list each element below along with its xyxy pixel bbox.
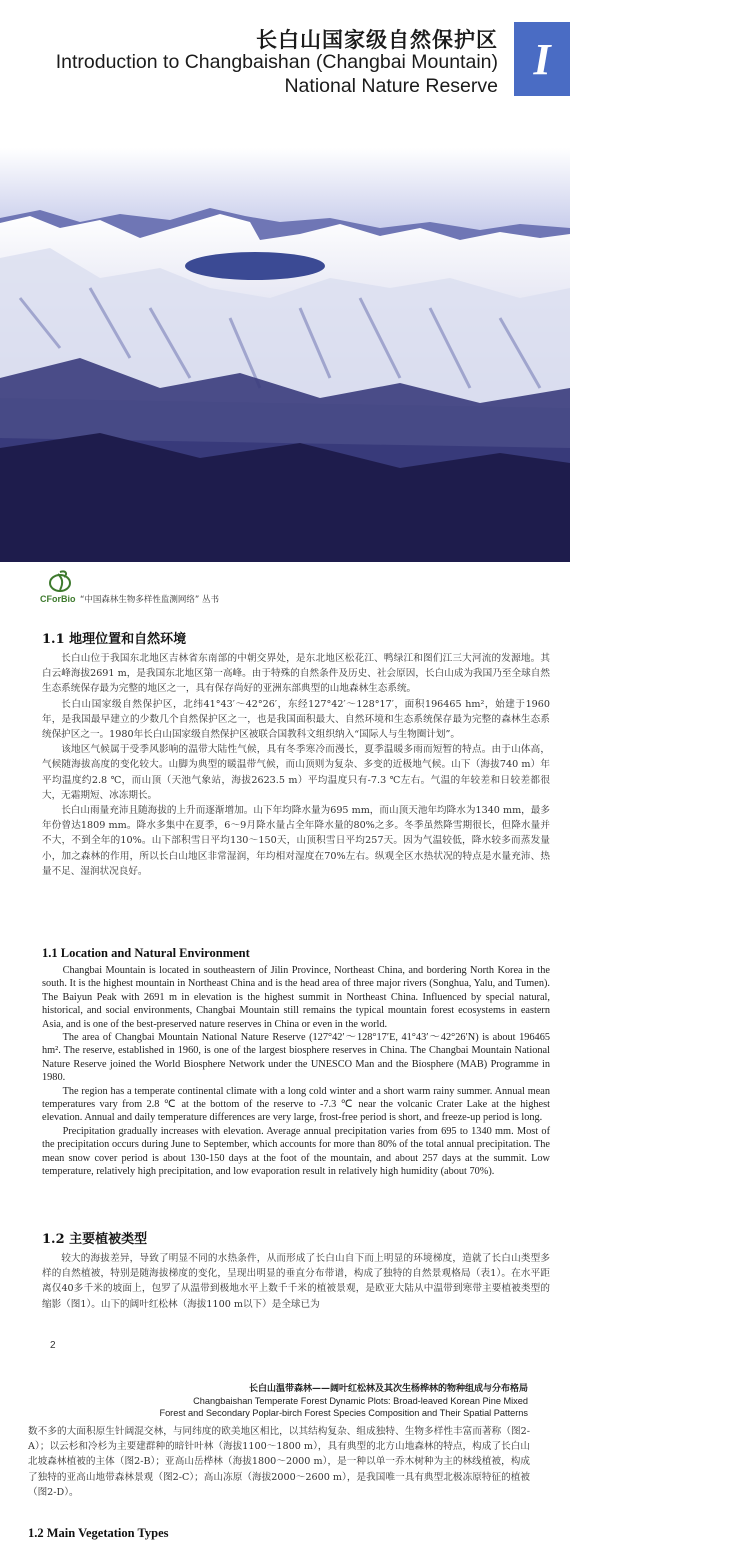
paragraph: 较大的海拔差异，导致了明显不同的水热条件，从而形成了长白山自下而上明显的环境梯度，造就了长白山类型多样的自然植被，特别是随海拔梯度的变化，呈现出明显的垂直分布带谱，构成了独特的自然景观格局（表1）。在水平距离仅40多千米的坡面上，包罗了从温带到极地水平上数千千米的植被景观，是欧亚大陆从中温带到寒带主要植被类型的缩影（图1）。山下的阔叶红松林（海拔1100 m以下）是全球已为 (42, 1253, 550, 1310)
chapter-title-cn: 长白山国家级自然保护区 (256, 28, 498, 52)
paragraph: 该地区气候属于受季风影响的温带大陆性气候，具有冬季寒冷而漫长，夏季温暖多雨而短暂的特点。由于山体高，气候随海拔高度的变化较大。山脚为典型的暖温带气候，而山顶则为复杂、多变的近极地气候。山下（海拔740 m）年平均温度约2.8 ℃，而山顶（天池气象站，海拔2623.5 m）平均温度只有-7.3 ℃左右。气温的年较差和日较差都很大，无霜期短、冰冻期长。 (42, 744, 550, 801)
chapter-title-en (20, 50, 498, 98)
series-mark (40, 568, 340, 604)
changbai-mountain-photo (0, 148, 570, 562)
section-1-2-cn-heading: 1.2 主要植被类型 (42, 1232, 148, 1247)
paragraph: Changbai Mountain is located in southeastern of Jilin Province, Northeast China, and bordering North Korea in the south. It is the highest mountain in Northeast China and is the head area of three major rivers (Songhua, Yalu, and Tumen). The Baiyun Peak with 2691 m in elevation is the highest summit in Northeast China. Influenced by special natural, historical, and social environments, Changbai Mountain still remains the typical mountain forest ecosystems in eastern Asia, and is one of the best-preserved nature reserves in China or even in the world. (42, 965, 550, 1030)
series-title: “中国森林生物多样性监测网络” 丛书 (80, 595, 220, 605)
paragraph: 长白山国家级自然保护区，北纬41°43′～42°26′，东经127°42′～128°17′，面积196465 hm²，始建于1960年，是我国最早建立的少数几个自然保护区之一，也是我国面积最大、自然环境和生态系统保存最为完整的森林生态系统保护区之一。1980年长白山国家级自然保护区被联合国教科文组织纳入“国际人与生物圈计划”。 (42, 698, 550, 741)
chapter-number-badge: I (514, 22, 570, 96)
section-1-1-en (42, 946, 550, 1179)
continuation-text (28, 1424, 530, 1500)
running-head (150, 1383, 528, 1419)
paragraph: Precipitation gradually increases with elevation. Average annual precipitation varies from 695 to 1340 mm. Most of the precipitation occurs during June to September, which accounts for more than 80% of the total annual precipitation. The mean snow cover period is about 130-150 days at the foot of the mountain, and about 257 days at the summit. Low temperature, relatively high precipitation, and low evaporation result in relatively high humidity (about 70%). (42, 1125, 550, 1178)
page-number: 2 (50, 1340, 56, 1351)
running-head-en-line2: Forest and Secondary Poplar-birch Forest Species Composition and Their Spatial Patterns (159, 1408, 528, 1418)
running-head-cn: 长白山温带森林——阔叶红松林及其次生杨桦林的物种组成与分布格局 (248, 1384, 528, 1394)
running-head-en-line1: Changbaishan Temperate Forest Dynamic Plots: Broad-leaved Korean Pine Mixed (193, 1396, 528, 1406)
section-1-1-cn (42, 628, 550, 879)
cforbio-logo-text: CForBio (40, 594, 76, 604)
section-1-2-cn (42, 1228, 550, 1312)
paragraph: The area of Changbai Mountain National Nature Reserve (127°42′～128°17′E, 41°43′～42°26′N) is about 196465 hm². The reserve, established in 1960, is one of the largest biosphere reserves in China. The Changbai Mountain National Nature Reserve joined the World Biosphere Network under the UNESCO Man and the Biosphere (MAB) Programme in 1980. (42, 1032, 550, 1084)
chapter-title-en-line2: National Nature Reserve (284, 75, 498, 97)
section-1-2-en-heading: 1.2 Main Vegetation Types (28, 1526, 169, 1540)
paragraph: 长白山雨量充沛且随海拔的上升而逐渐增加。山下年均降水量为695 mm，而山顶天池年均降水为1340 mm，最多年份曾达1809 mm。降水多集中在夏季，6～9月降水量占全年降水量的80%之多。冬季虽然降雪期很长，但降水量并不大，不到全年的10%。山下部积雪日平均130～150天，山顶积雪日平均257天。因为气温较低，降水较多而蒸发量小，加之森林的作用，所以长白山地区非常湿润，年均相对湿度在70%左右。纵观全区水热状况的特点是水量充沛、热量不足、湿润状况良好。 (42, 805, 550, 877)
paragraph: The region has a temperate continental climate with a long cold winter and a short warm rainy summer. Annual mean temperatures vary from 2.8 ℃ at the bottom of the reserve to -7.3 ℃ near the volcanic Crater Lake at the highest elevation. Annual and daily temperature differences are very large, frost-free period is short, and freeze-up period is long. (42, 1085, 550, 1124)
section-1-2-en (28, 1526, 169, 1541)
chapter-title-en-line1: Introduction to Changbaishan (Changbai Mountain) (55, 51, 498, 73)
paragraph: 长白山位于我国东北地区吉林省东南部的中朝交界处，是东北地区松花江、鸭绿江和图们江三大河流的发源地。其白云峰海拔2691 m，是我国东北地区第一高峰。由于特殊的自然条件及历史、社会原因，长白山成为我国乃至全球自然生态系统保存最为完整的地区之一，具有保存尚好的亚洲东部典型的山地森林生态系统。 (42, 653, 550, 695)
section-1-1-en-heading: 1.1 Location and Natural Environment (42, 946, 250, 960)
paragraph: 数不多的大面积原生针阔混交林，与同纬度的欧美地区相比，以其结构复杂、组成独特、生物多样性丰富而著称（图2-A）；以云杉和冷杉为主要建群种的暗针叶林（海拔1100～1800 m），具有典型的北方山地森林的特点，构成了长白山北坡森林植被的主体（图2-B）；亚高山岳桦林（海拔1800～2000 m），是一种以单一乔木树种为主的林线植被，构成了独特的亚高山地带森林景观（图2-C）；高山冻原（海拔2000～2600 m），是我国唯一具有典型北极冻原特征的植被（图2-D）。 (28, 1426, 530, 1498)
section-1-1-cn-heading: 1.1 地理位置和自然环境 (42, 632, 187, 647)
